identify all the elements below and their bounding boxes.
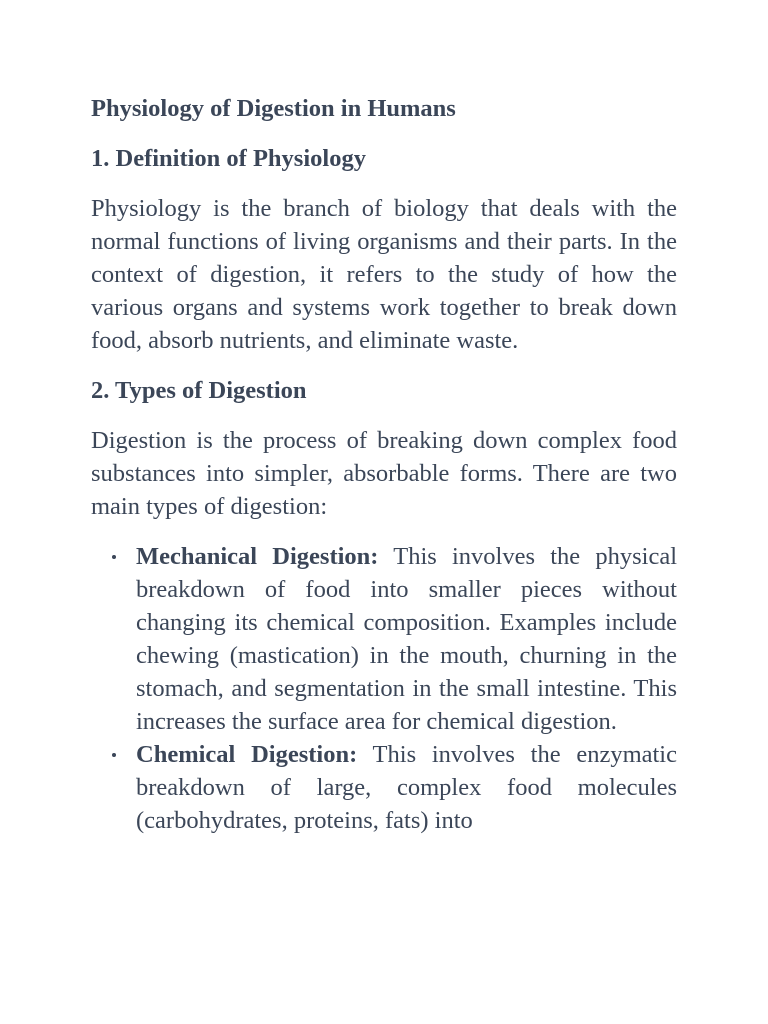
section-heading-definition: 1. Definition of Physiology (91, 145, 366, 172)
list-item (136, 540, 677, 738)
list-item-term: Mechanical Digestion: (136, 543, 379, 570)
digestion-types-list (91, 540, 677, 837)
section-paragraph-definition: Physiology is the branch of biology that deals with the normal functions of living organisms and their parts. In the context of digestion, it refers to the study of how the various organs and systems work together to break down food, absorb nutrients, and eliminate waste. (91, 195, 677, 354)
list-item-term: Chemical Digestion: (136, 741, 358, 768)
list-item-text: This involves the enzymatic breakdown of large, complex food molecules (carbohydrates, proteins, fats) into (136, 741, 677, 834)
section-heading-types: 2. Types of Digestion (91, 377, 307, 404)
list-item-text: This involves the physical breakdown of food into smaller pieces without changing its chemical composition. Examples include chewing (mastication) in the mouth, churning in the stomach, and segmentation in the small intestine. This increases the surface area for chemical digestion. (136, 543, 677, 735)
list-item (136, 738, 677, 837)
section-paragraph-types: Digestion is the process of breaking down complex food substances into simpler, absorbable forms. There are two main types of digestion: (91, 427, 677, 520)
bullet-icon (112, 753, 116, 757)
bullet-icon (112, 555, 116, 559)
document-title: Physiology of Digestion in Humans (91, 95, 456, 122)
document-page (91, 92, 677, 837)
